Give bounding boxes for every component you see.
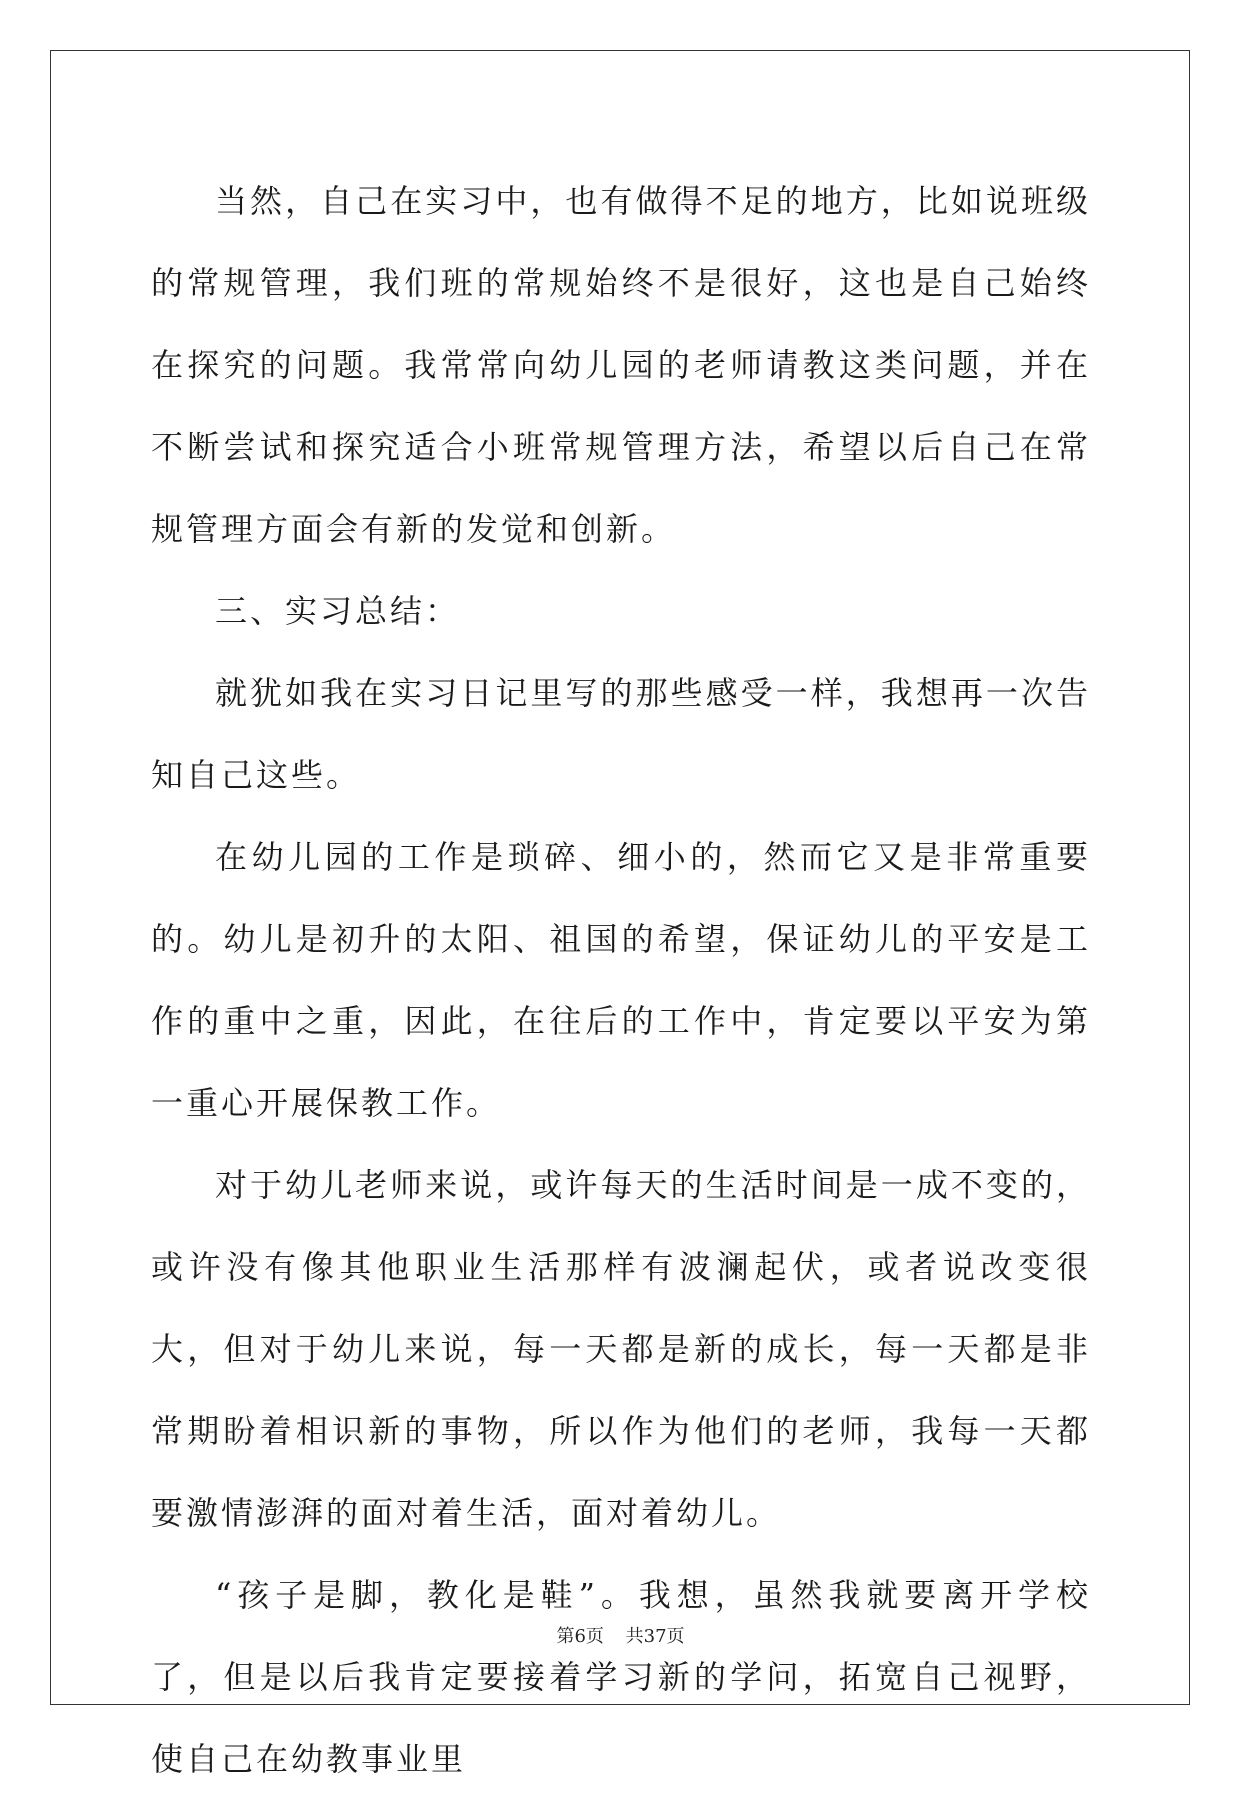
document-body: [151, 160, 1091, 1800]
paragraph-kindergarten-work: 在幼儿园的工作是琐碎、细小的，然而它又是非常重要的。幼儿是初升的太阳、祖国的希望，保证幼儿的平安是工作的重中之重，因此，在往后的工作中，肯定要以平安为第一重心开展保教工作。: [151, 838, 1091, 1122]
paragraph-diary: 就犹如我在实习日记里写的那些感受一样，我想再一次告知自己这些。: [151, 674, 1091, 794]
paragraph-children-feet: “孩子是脚，教化是鞋”。我想，虽然我就要离开学校了，但是以后我肯定要接着学习新的学问，拓宽自己视野，使自己在幼教事业里: [151, 1576, 1091, 1778]
page-footer: [0, 1622, 1241, 1648]
section-heading-summary: 三、实习总结：: [215, 592, 461, 630]
paragraph-shortcomings: 当然，自己在实习中，也有做得不足的地方，比如说班级的常规管理，我们班的常规始终不是很好，这也是自己始终在探究的问题。我常常向幼儿园的老师请教这类问题，并在不断尝试和探究适合小班常规管理方法，希望以后自己在常规管理方面会有新的发觉和创新。: [151, 182, 1091, 548]
paragraph-teacher-life: 对于幼儿老师来说，或许每天的生活时间是一成不变的，或许没有像其他职业生活那样有波澜起伏，或者说改变很大，但对于幼儿来说，每一天都是新的成长，每一天都是非常期盼着相识新的事物，所以作为他们的老师，我每一天都要激情澎湃的面对着生活，面对着幼儿。: [151, 1166, 1091, 1532]
page-number-total: 共37页: [625, 1626, 685, 1647]
page-number-current: 第6页: [556, 1626, 604, 1647]
